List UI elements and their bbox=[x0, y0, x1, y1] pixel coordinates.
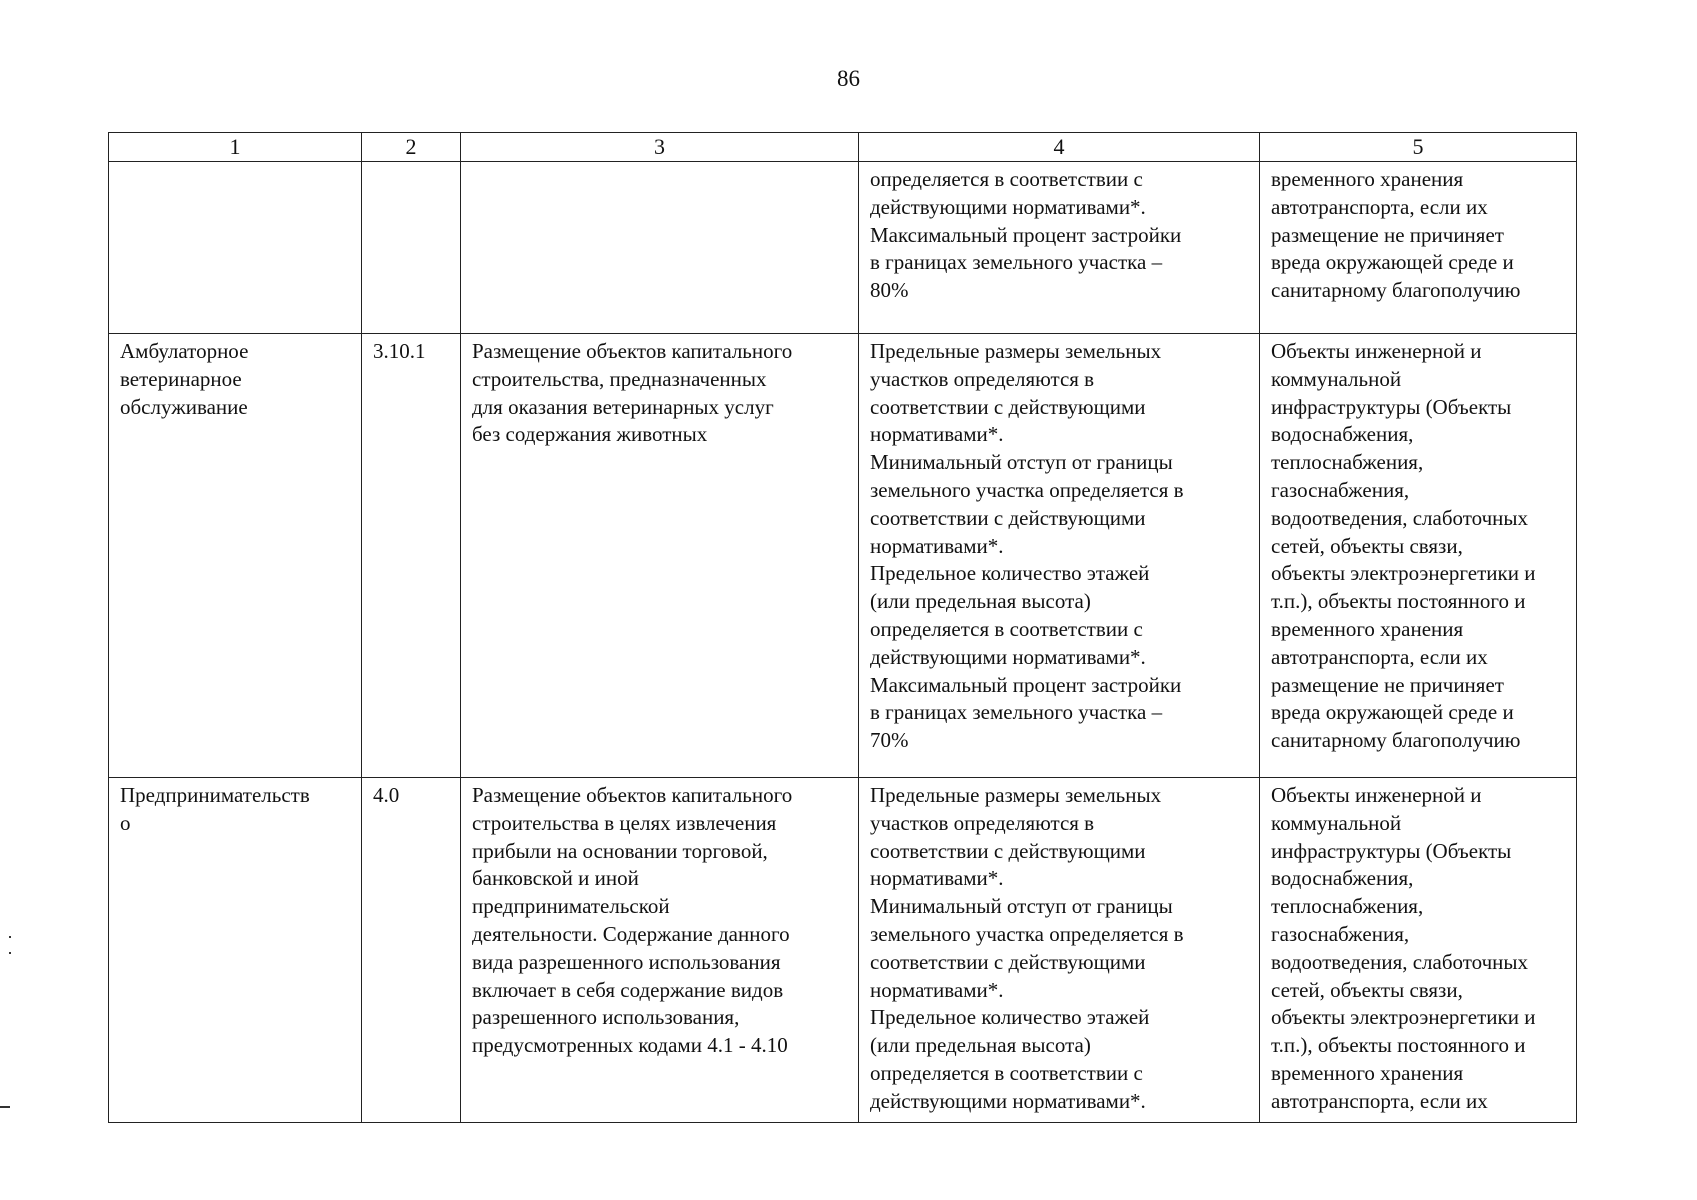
cell-use-code bbox=[362, 334, 461, 778]
cell-use-code bbox=[362, 162, 461, 334]
use-name-text: Амбулаторное ветеринарное обслуживание bbox=[120, 339, 249, 419]
margin-mark bbox=[0, 1106, 10, 1108]
cell-auxiliary-uses bbox=[1260, 162, 1577, 334]
cell-use-description bbox=[461, 334, 859, 778]
page-number: 86 bbox=[837, 66, 860, 91]
use-code-text: 4.0 bbox=[373, 783, 400, 807]
use-description-text: Размещение объектов капитального строительства, предназначенных для оказания ветеринарных услуг без содержания животных bbox=[472, 339, 793, 447]
use-name-text: Предпринимательств о bbox=[120, 783, 310, 835]
header-col-4: 4 bbox=[859, 133, 1260, 162]
auxiliary-uses-text: временного хранения автотранспорта, если их размещение не причиняет вреда окружающей среде и санитарному благополучию bbox=[1271, 167, 1521, 303]
table-row-entrepreneurship bbox=[109, 778, 1577, 1123]
cell-auxiliary-uses bbox=[1260, 334, 1577, 778]
cell-parameters bbox=[859, 778, 1260, 1123]
header-col-3: 3 bbox=[461, 133, 859, 162]
use-code-text: 3.10.1 bbox=[373, 339, 426, 363]
header-row bbox=[109, 133, 1577, 162]
cell-use-name bbox=[109, 778, 362, 1123]
cell-use-name bbox=[109, 162, 362, 334]
cell-auxiliary-uses bbox=[1260, 778, 1577, 1123]
cell-parameters bbox=[859, 162, 1260, 334]
table-row-veterinary bbox=[109, 334, 1577, 778]
margin-dot bbox=[9, 952, 11, 954]
parameters-text: Предельные размеры земельных участков определяются в соответствии с действующими нормативами*. Минимальный отступ от границы земельного участка определяется в соответствии с действующими нормативами*. Предельное количество этажей (или предельная высота) определяется в соответствии с действующими нормативами*. Максимальный процент застройки в границах земельного участка – 70% bbox=[870, 339, 1184, 753]
parameters-text: Предельные размеры земельных участков определяются в соответствии с действующими нормативами*. Минимальный отступ от границы земельного участка определяется в соответствии с действующими нормативами*. Предельное количество этажей (или предельная высота) определяется в соответствии с действующими нормативами*. bbox=[870, 783, 1184, 1113]
header-col-1: 1 bbox=[109, 133, 362, 162]
cell-use-code bbox=[362, 778, 461, 1123]
cell-use-description bbox=[461, 162, 859, 334]
use-description-text: Размещение объектов капитального строительства в целях извлечения прибыли на основании торговой, банковской и иной предпринимательской деятельности. Содержание данного вида разрешенного использования включает в себя содержание видов разрешенного использования, предусмотренных кодами 4.1 - 4.10 bbox=[472, 783, 793, 1058]
table-row-continuation bbox=[109, 162, 1577, 334]
header-col-5: 5 bbox=[1260, 133, 1577, 162]
margin-dot bbox=[9, 936, 11, 938]
cell-use-description bbox=[461, 778, 859, 1123]
zoning-table bbox=[108, 132, 1577, 1123]
header-col-2: 2 bbox=[362, 133, 461, 162]
cell-use-name bbox=[109, 334, 362, 778]
auxiliary-uses-text: Объекты инженерной и коммунальной инфраструктуры (Объекты водоснабжения, теплоснабжения, газоснабжения, водоотведения, слаботочных сетей, объекты связи, объекты электроэнергетики и т.п.), объекты постоянного и временного хранения автотранспорта, если их размещение не причиняет вреда окружающей среде и санитарному благополучию bbox=[1271, 339, 1536, 753]
parameters-text: определяется в соответствии с действующими нормативами*. Максимальный процент застройки в границах земельного участка – 80% bbox=[870, 167, 1182, 303]
auxiliary-uses-text: Объекты инженерной и коммунальной инфраструктуры (Объекты водоснабжения, теплоснабжения, газоснабжения, водоотведения, слаботочных сетей, объекты связи, объекты электроэнергетики и т.п.), объекты постоянного и временного хранения автотранспорта, если их bbox=[1271, 783, 1536, 1113]
cell-parameters bbox=[859, 334, 1260, 778]
